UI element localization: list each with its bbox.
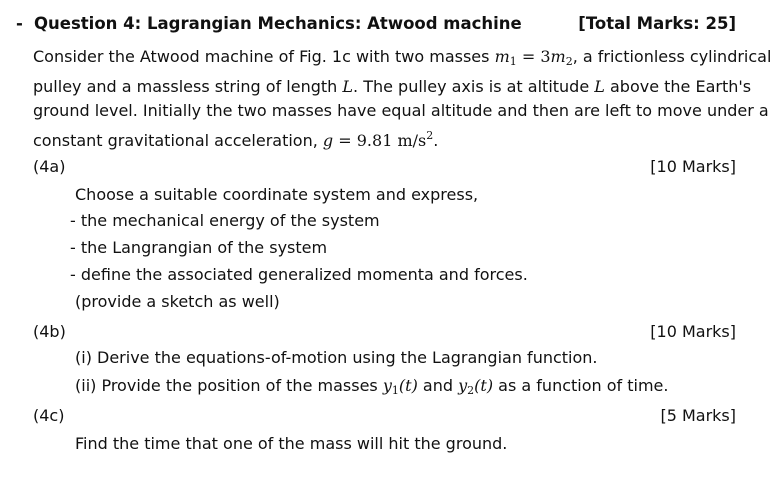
total-marks: [Total Marks: 25] [578,14,736,33]
part-4c-marks: [5 Marks] [660,406,736,425]
part-4c-label: (4c) [33,406,65,425]
bullet-dash: - [16,14,23,33]
intro-line-2: pulley and a massless string of length L. The pulley axis is at altitude L above the Earth's [33,76,752,96]
part-4a-marks: [10 Marks] [650,157,736,176]
part-4a-item: Choose a suitable coordinate system and express, [75,185,479,204]
part-4a-item: - define the associated generalized momenta and forces. [70,265,528,284]
question-header [16,14,736,38]
intro-line-4: constant gravitational acceleration, g = 9.81 $m/s^2$. [33,128,439,150]
part-4a-item: - the mechanical energy of the system [70,211,380,230]
part-4b-label: (4b) [33,322,66,341]
part-4c-item: Find the time that one of the mass will hit the ground. [75,434,508,453]
part-4a-item: (provide a sketch as well) [75,292,280,311]
intro-line-3: ground level. Initially the two masses have equal altitude and then are left to move under a [33,101,769,120]
part-4b-item: (i) Derive the equations-of-motion using the Lagrangian function. [75,348,598,367]
intro-line-1: Consider the Atwood machine of Fig. 1c with two masses $m_1 = 3m_2$, a frictionless cylindrical [33,47,772,68]
question-title: Question 4: Lagrangian Mechanics: Atwood machine [34,14,522,33]
part-4a-item: - the Langrangian of the system [70,238,328,257]
part-4b-marks: [10 Marks] [650,322,736,341]
question-intro [33,45,772,153]
part-4b-item: (ii) Provide the position of the masses $y_1(t)$ and $y_2(t)$ as a function of time. [75,376,669,397]
part-4a-label: (4a) [33,157,66,176]
